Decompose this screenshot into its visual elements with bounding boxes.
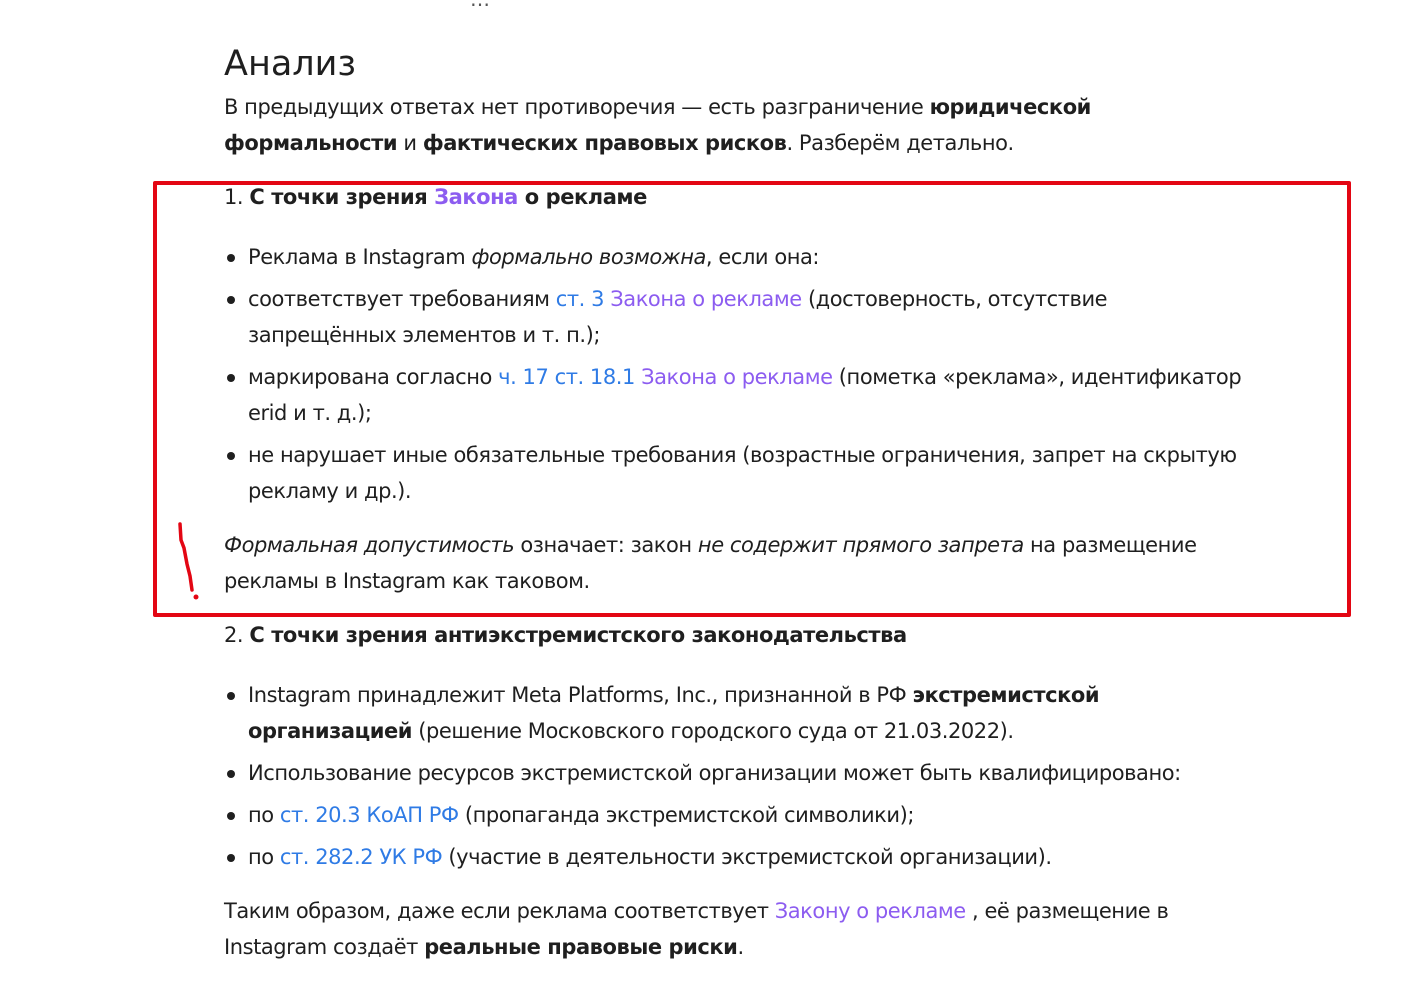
bullet-dot — [227, 692, 235, 700]
s1-bullet-2: соответствует требованиям ст. 3 Закона о рекламе (достоверность, отсутствие — [248, 287, 1108, 311]
s2-bullet-4: по ст. 282.2 УК РФ (участие в деятельности экстремистской организации). — [248, 845, 1052, 869]
conclusion-line-2: Instagram создаёт реальные правовые риски. — [224, 935, 744, 959]
bullet-dot — [227, 770, 235, 778]
s2-bullet-3: по ст. 20.3 КоАП РФ (пропаганда экстремистской символики); — [248, 803, 914, 827]
bullet-dot — [227, 374, 235, 382]
section-heading: Анализ — [224, 44, 357, 84]
law-link[interactable]: Закона — [434, 185, 518, 209]
bullet-dot — [227, 452, 235, 460]
s1-bullet-1: Реклама в Instagram формально возможна, если она: — [248, 245, 820, 269]
intro-line-2: формальности и фактических правовых рисков. Разберём детально. — [224, 131, 1014, 155]
conclusion-line-1: Таким образом, даже если реклама соответствует Закону о рекламе , её размещение в — [224, 899, 1169, 923]
bullet-dot — [227, 812, 235, 820]
intro-line-1: В предыдущих ответах нет противоречия — есть разграничение юридической — [224, 95, 1091, 119]
cut-off-text — [470, 0, 690, 11]
s1-bullet-4-cont: рекламу и др.). — [248, 479, 412, 503]
bullet-dot — [227, 854, 235, 862]
article-18-1-link[interactable]: ч. 17 ст. 18.1 — [498, 365, 635, 389]
advertising-law-link[interactable]: Закону о рекламе — [774, 899, 966, 923]
bullet-dot — [227, 254, 235, 262]
s1-bullet-3: маркирована согласно ч. 17 ст. 18.1 Закона о рекламе (пометка «реклама», идентификатор — [248, 365, 1242, 389]
uk-282-2-link[interactable]: ст. 282.2 УК РФ — [279, 845, 443, 869]
s2-bullet-2: Использование ресурсов экстремистской организации может быть квалифицировано: — [248, 761, 1181, 785]
section1-title: 1. С точки зрения Закона о рекламе — [224, 185, 647, 209]
s1-paragraph-cont: рекламы в Instagram как таковом. — [224, 569, 590, 593]
article-3-link[interactable]: ст. 3 — [555, 287, 605, 311]
s1-bullet-4: не нарушает иные обязательные требования (возрастные ограничения, запрет на скрытую — [248, 443, 1237, 467]
s1-bullet-3-cont: erid и т. д.); — [248, 401, 372, 425]
koap-20-3-link[interactable]: ст. 20.3 КоАП РФ — [279, 803, 459, 827]
advertising-law-link[interactable]: Закона о рекламе — [610, 287, 802, 311]
advertising-law-link[interactable]: Закона о рекламе — [641, 365, 833, 389]
s2-bullet-1-cont: организацией (решение Московского городского суда от 21.03.2022). — [248, 719, 1014, 743]
s1-bullet-2-cont: запрещённых элементов и т. п.); — [248, 323, 600, 347]
s1-paragraph: Формальная допустимость означает: закон не содержит прямого запрета на размещение — [224, 533, 1197, 557]
red-pen-scribble — [170, 518, 210, 608]
section2-title: 2. С точки зрения антиэкстремистского законодательства — [224, 623, 907, 647]
bullet-dot — [227, 296, 235, 304]
s2-bullet-1: Instagram принадлежит Meta Platforms, Inc., признанной в РФ экстремистской — [248, 683, 1100, 707]
